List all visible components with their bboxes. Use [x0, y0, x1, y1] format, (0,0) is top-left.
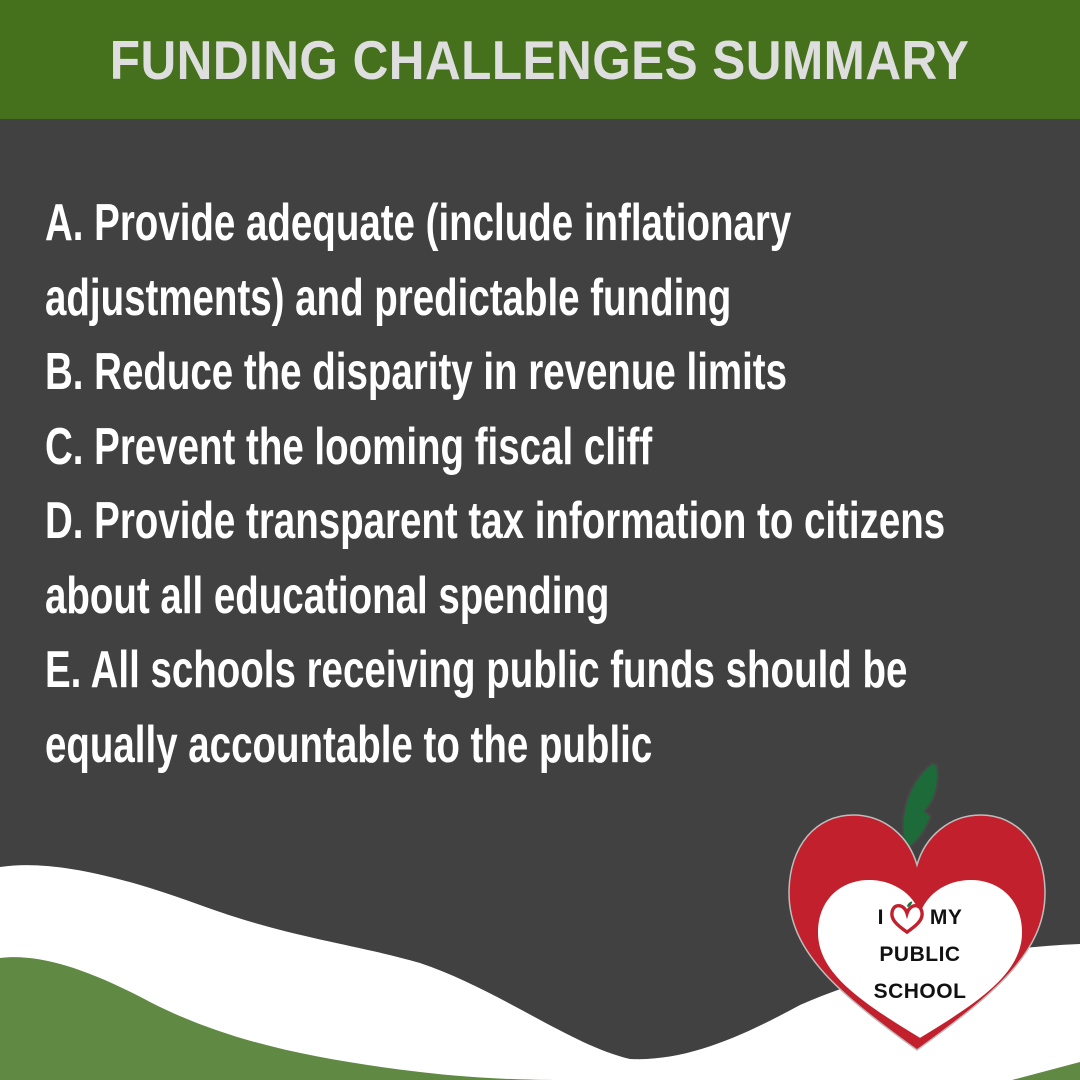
- heart-apple-icon: [890, 901, 924, 935]
- school-logo: [780, 755, 1060, 1065]
- logo-text-line-3: SCHOOL: [873, 980, 967, 1003]
- logo-text-line-2: PUBLIC: [879, 943, 961, 966]
- item-d-line-2: about all educational spending: [45, 566, 610, 625]
- logo-text-my: MY: [929, 906, 963, 929]
- logo-text-line-1: [820, 903, 1020, 933]
- item-a-line-2: adjustments) and predictable funding: [45, 268, 732, 327]
- item-e-line-2: equally accountable to the public: [45, 715, 653, 774]
- summary-list: [45, 186, 1055, 782]
- item-a-line-1: A. Provide adequate (include inflationary: [45, 194, 792, 252]
- item-d-line-1: D. Provide transparent tax information to citizens: [45, 492, 946, 550]
- page-title: FUNDING CHALLENGES SUMMARY: [110, 28, 970, 91]
- header-band: [0, 0, 1080, 119]
- item-b-line-1: B. Reduce the disparity in revenue limits: [45, 343, 788, 401]
- logo-text-i: I: [877, 906, 884, 929]
- item-e-line-1: E. All schools receiving public funds should be: [45, 641, 908, 699]
- item-c-line-1: C. Prevent the looming fiscal cliff: [45, 417, 653, 476]
